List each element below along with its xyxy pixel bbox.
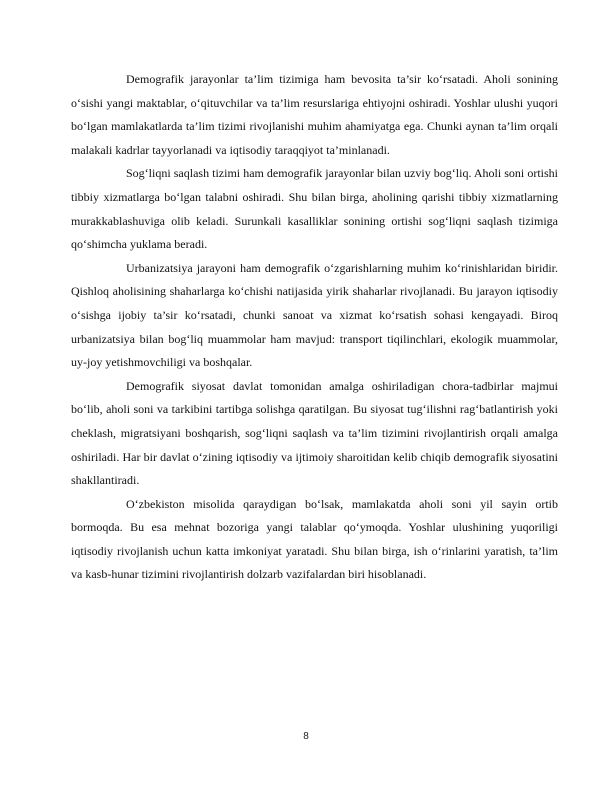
paragraph-education: Demografik jarayonlar ta’lim tizimiga ham bevosita ta’sir ko‘rsatadi. Aholi sonining o‘sishi yangi maktablar, o‘qituvchilar va ta’lim resurslariga ehtiyojni oshiradi. Yoshlar ulushi yuqori bo‘lgan mamlakatlarda ta’lim tizimi rivojlanishi muhim ahamiyatga ega. Chunki aynan ta’lim orqali malakali kadrlar tayyorlanadi va iqtisodiy taraqqiyot ta’minlanadi. <box>71 72 558 157</box>
paragraph-healthcare: Sog‘liqni saqlash tizimi ham demografik jarayonlar bilan uzviy bog‘liq. Aholi soni ortishi tibbiy xizmatlarga bo‘lgan talabni oshiradi. Shu bilan birga, aholining qarishi tibbiy xizmatlarning murakkablashuviga olib keladi. Surunkali kasalliklar sonining ortishi sog‘liqni saqlash tizimiga qo‘shimcha yuklama beradi. <box>71 166 558 252</box>
paragraph-uzbekistan: O‘zbekiston misolida qaraydigan bo‘lsak, mamlakatda aholi soni yil sayin ortib bormoqda. Bu esa mehnat bozoriga yangi talablar qo‘ymoqda. Yoshlar ulushining yuqoriligi iqtisodiy rivojlanish uchun katta imkoniyat yaratadi. Shu bilan birga, ish o‘rinlarini yaratish, ta’lim va kasb-hunar tizimini rivojlantirish dolzarb vazifalardan biri hisoblanadi. <box>71 496 558 582</box>
page-number: 8 <box>303 731 309 742</box>
paragraph-urbanization: Urbanizatsiya jarayoni ham demografik o‘zgarishlarning muhim ko‘rinishlaridan biridir. Qishloq aholisining shaharlarga ko‘chishi natijasida yirik shaharlar rivojlanadi. Bu jarayon iqtisodiy o‘sishga ijobiy ta’sir ko‘rsatadi, chunki sanoat va xizmat ko‘rsatish sohasi kengayadi. Biroq urbanizatsiya bilan bog‘liq muammolar ham mavjud: transport tiqilinchlari, ekologik muammolar, uy-joy yetishmovchiligi va boshqalar. <box>71 260 558 370</box>
document-body <box>71 68 558 587</box>
paragraph-demographic-policy: Demografik siyosat davlat tomonidan amalga oshiriladigan chora-tadbirlar majmui bo‘lib, aholi soni va tarkibini tartibga solishga qaratilgan. Bu siyosat tug‘ilishni rag‘batlantirish yoki cheklash, migratsiyani boshqarish, sog‘liqni saqlash va ta’lim tizimini rivojlantirish orqali amalga oshiriladi. Har bir davlat o‘zining iqtisodiy va ijtimoiy sharoitidan kelib chiqib demografik siyosatini shakllantiradi. <box>71 378 558 488</box>
